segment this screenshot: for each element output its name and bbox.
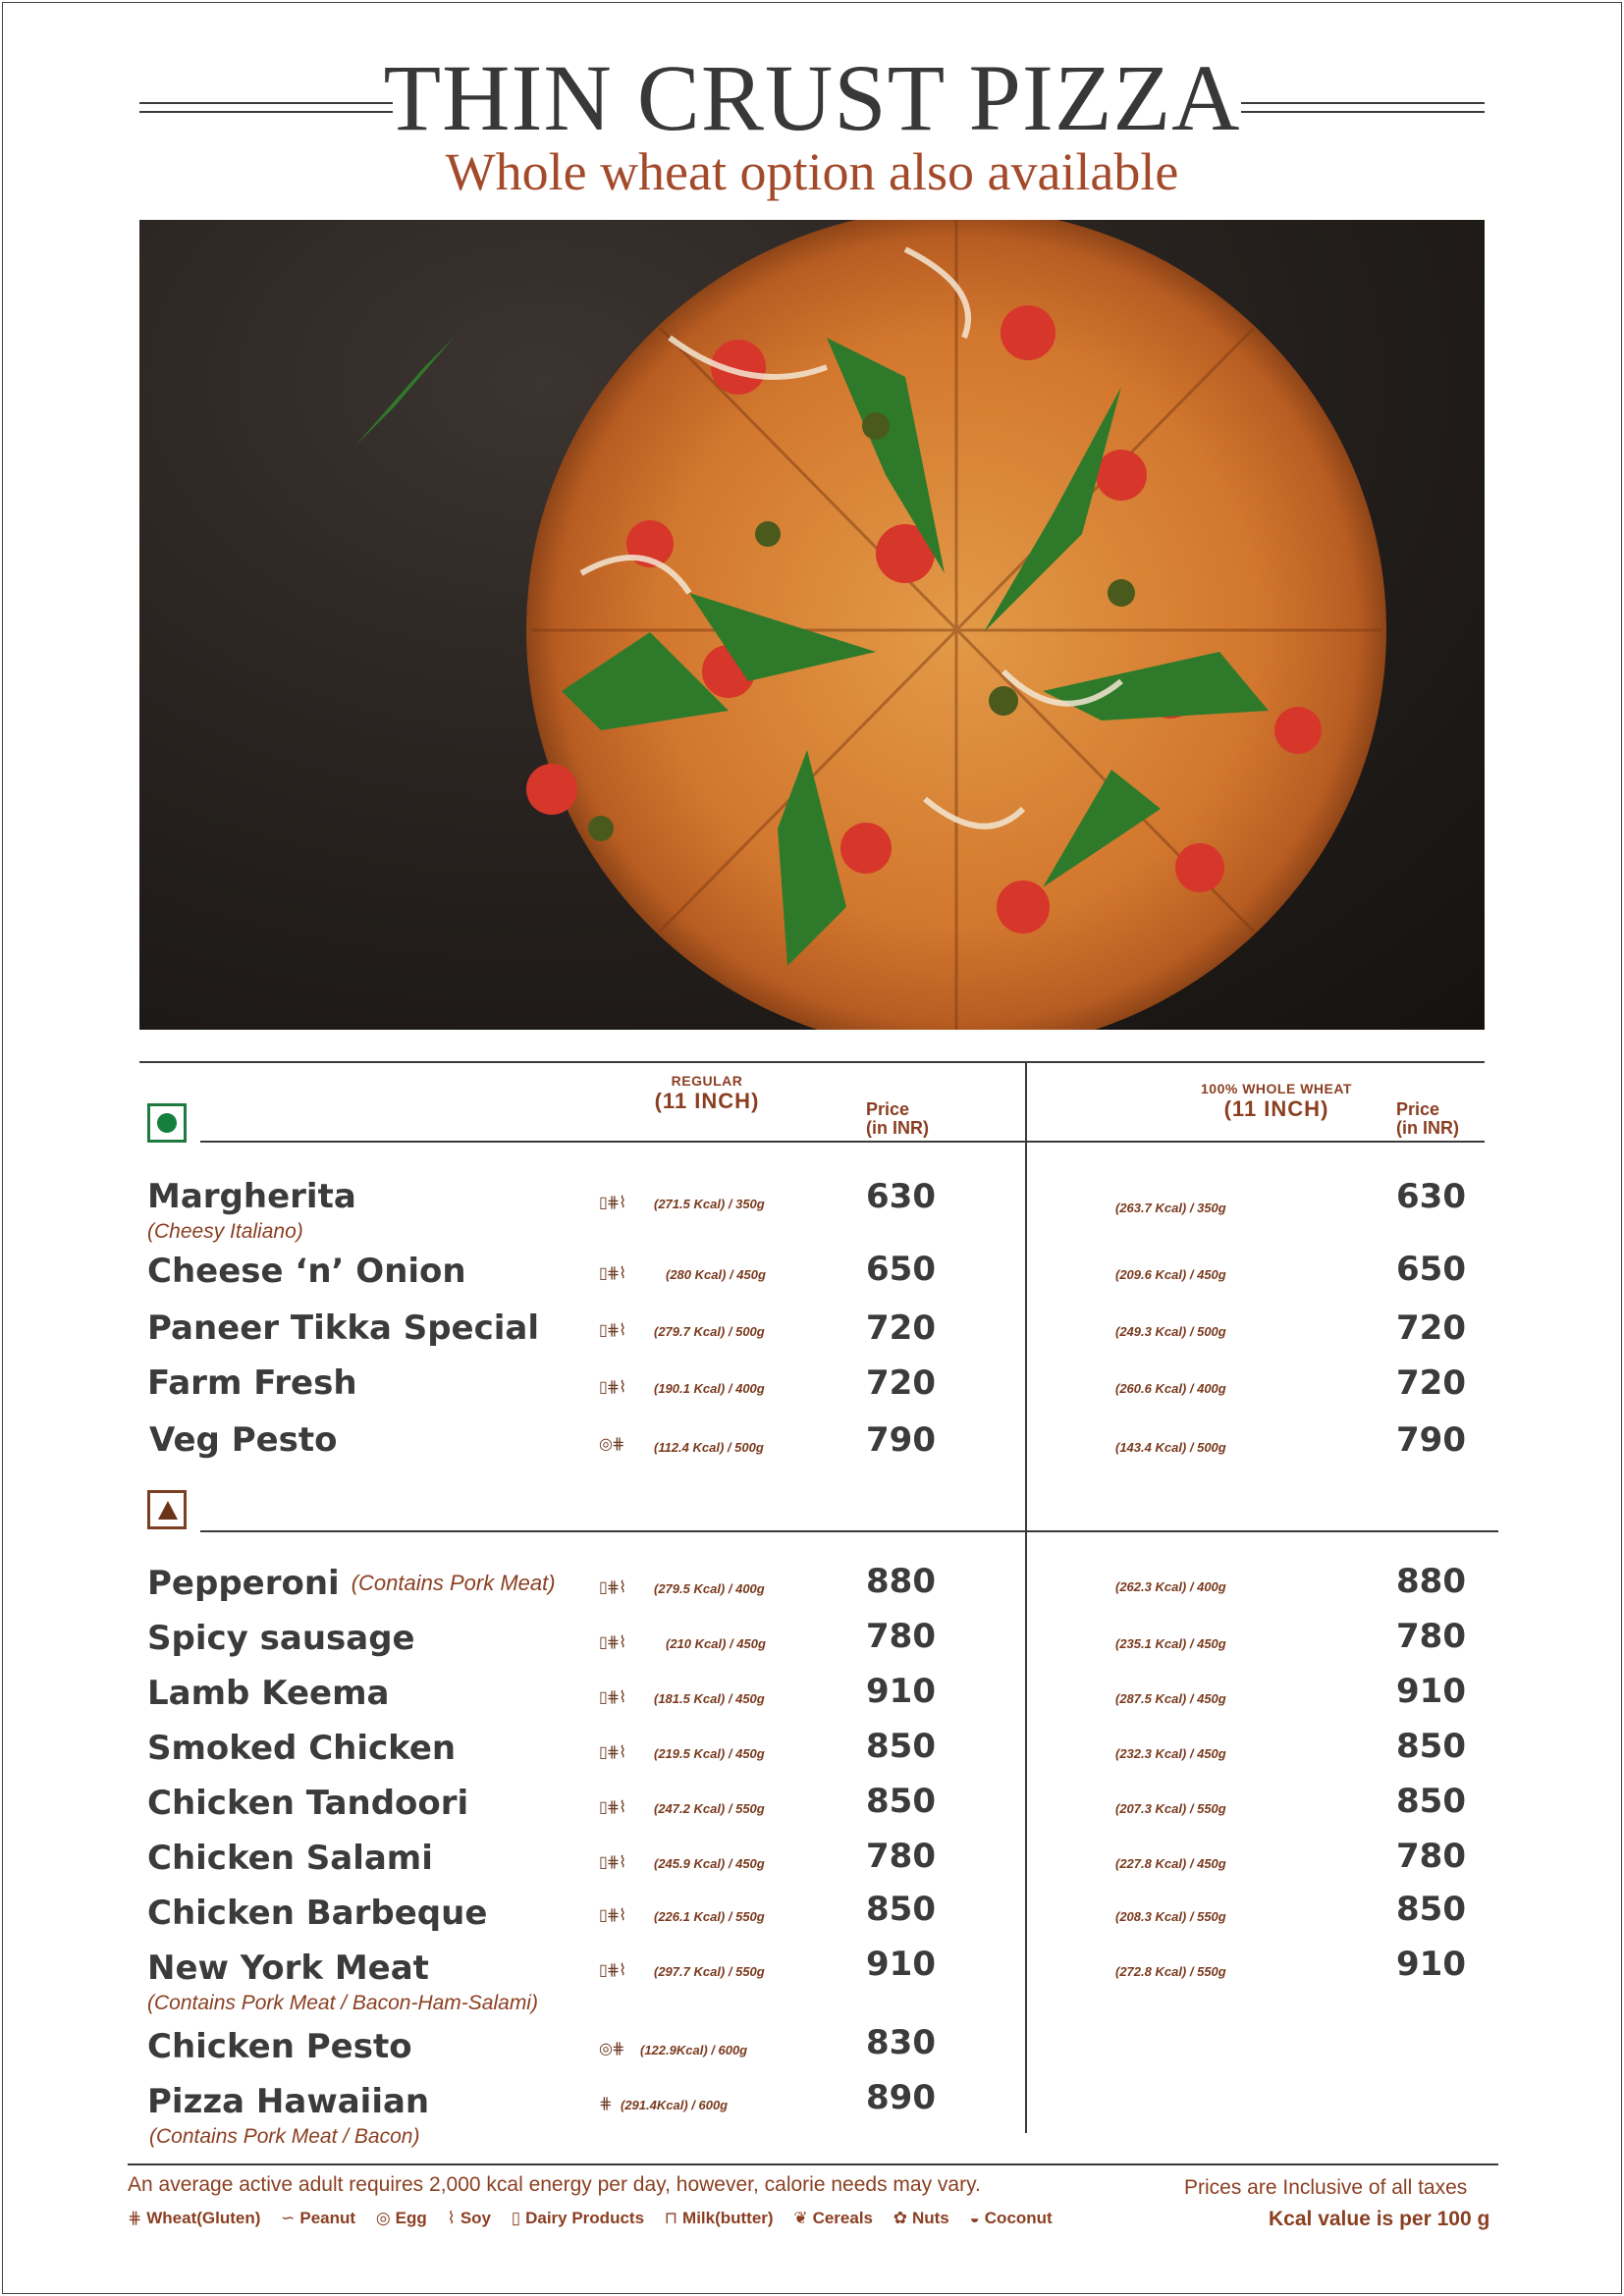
item-kcal: (190.1 Kcal) / 400g (654, 1381, 765, 1396)
calorie-disclaimer: An average active adult requires 2,000 kcal energy per day, however, calorie needs may vary. (128, 2173, 981, 2196)
legend-label: Egg (395, 2209, 427, 2227)
wheat-kcal: (207.3 Kcal) / 550g (1115, 1801, 1226, 1816)
regular-column-header (609, 1073, 805, 1113)
item-kcal: (210 Kcal) / 450g (666, 1636, 766, 1651)
item-name: Chicken Pesto (147, 2027, 412, 2066)
legend-peanut (281, 2209, 355, 2227)
legend-nuts (893, 2209, 949, 2227)
item-kcal: (219.5 Kcal) / 450g (654, 1746, 765, 1761)
item-price: 790 (866, 1420, 936, 1460)
allergen-icons: ▯⋕⌇ (599, 1579, 626, 1596)
item-name (147, 1564, 556, 1603)
legend-coconut (970, 2209, 1053, 2227)
item-price: 830 (866, 2023, 936, 2062)
menu-item (0, 1727, 1624, 1771)
wheat-price: 720 (1396, 1308, 1466, 1348)
wheat-size: (11 INCH) (1223, 1096, 1329, 1122)
item-note: (Contains Pork Meat / Bacon-Ham-Salami) (147, 1992, 538, 2014)
legend-egg (376, 2209, 427, 2227)
legend-soy (448, 2209, 492, 2227)
item-kcal: (280 Kcal) / 450g (666, 1267, 766, 1282)
wheat-kcal: (262.3 Kcal) / 400g (1115, 1579, 1226, 1594)
wheat-kcal: (249.3 Kcal) / 500g (1115, 1324, 1226, 1339)
regular-label: REGULAR (671, 1073, 743, 1089)
footer-rule (128, 2163, 1498, 2165)
price-unit-label: (in INR) (866, 1117, 929, 1138)
item-kcal: (122.9Kcal) / 600g (640, 2043, 748, 2057)
wheat-price: 910 (1396, 1672, 1466, 1711)
wheat-kcal: (235.1 Kcal) / 450g (1115, 1636, 1226, 1651)
item-price: 630 (866, 1177, 936, 1216)
menu-item (0, 1308, 1624, 1351)
item-kcal: (245.9 Kcal) / 450g (654, 1856, 765, 1871)
item-name: Lamb Keema (147, 1674, 390, 1713)
item-kcal: (297.7 Kcal) / 550g (654, 1964, 765, 1979)
menu-item (0, 1177, 1624, 1243)
menu-item (0, 1363, 1624, 1406)
item-kcal: (279.5 Kcal) / 400g (654, 1581, 765, 1596)
allergen-icons: ▯⋕⌇ (599, 1634, 626, 1651)
wheat-kcal: (263.7 Kcal) / 350g (1115, 1201, 1226, 1215)
nonveg-section-rule (200, 1530, 1498, 1532)
legend-label: Milk(butter) (682, 2209, 774, 2227)
item-price: 850 (866, 1727, 936, 1766)
item-kcal: (291.4Kcal) / 600g (621, 2098, 729, 2112)
legend-label: Wheat(Gluten) (146, 2209, 261, 2227)
item-name: Margherita (147, 1177, 356, 1216)
item-name: Smoked Chicken (147, 1729, 457, 1768)
menu-item (0, 1890, 1624, 1936)
menu-item (0, 2078, 1624, 2148)
wheat-column-header (1159, 1081, 1394, 1121)
item-price: 780 (866, 1837, 936, 1876)
item-note: (Cheesy Italiano) (147, 1220, 303, 1243)
regular-price-header (866, 1100, 929, 1138)
menu-item (0, 1837, 1624, 1881)
allergen-icons: ▯⋕⌇ (599, 1744, 626, 1761)
kcal-basis-note: Kcal value is per 100 g (1269, 2208, 1490, 2230)
allergen-icons: ▯⋕⌇ (599, 1195, 626, 1211)
allergen-icons: ⋕ (599, 2096, 612, 2112)
item-note: (Contains Pork Meat / Bacon) (149, 2125, 420, 2148)
allergen-legend (128, 2209, 1068, 2228)
item-price: 850 (866, 1782, 936, 1821)
price-label: Price (866, 1099, 910, 1119)
wheat-price: 850 (1396, 1782, 1466, 1821)
item-price: 780 (866, 1617, 936, 1656)
item-name: Chicken Salami (147, 1839, 433, 1878)
allergen-icons: ▯⋕⌇ (599, 1265, 626, 1282)
wheat-price: 880 (1396, 1562, 1466, 1601)
item-kcal: (226.1 Kcal) / 550g (654, 1909, 765, 1924)
item-price: 880 (866, 1562, 936, 1601)
regular-size: (11 INCH) (654, 1089, 760, 1114)
item-name: Pizza Hawaiian (147, 2082, 430, 2121)
nonveg-symbol (147, 1490, 187, 1529)
milk-butter-icon: ⊓ (664, 2209, 678, 2227)
item-kcal: (279.7 Kcal) / 500g (654, 1324, 765, 1339)
item-kcal: (112.4 Kcal) / 500g (654, 1440, 764, 1455)
item-kcal: (247.2 Kcal) / 550g (654, 1801, 765, 1816)
wheat-price: 780 (1396, 1617, 1466, 1656)
item-name: Paneer Tikka Special (147, 1308, 540, 1348)
coconut-icon: ◒ (969, 2209, 980, 2227)
wheat-price: 850 (1396, 1890, 1466, 1929)
item-kcal: (181.5 Kcal) / 450g (654, 1691, 765, 1706)
allergen-icons: ▯⋕⌇ (599, 1379, 626, 1396)
menu-item (0, 1672, 1624, 1716)
veg-section-rule (200, 1141, 1485, 1143)
wheat-kcal: (227.8 Kcal) / 450g (1115, 1856, 1226, 1871)
wheat-price: 780 (1396, 1837, 1466, 1876)
pizza-photo (139, 220, 1485, 1030)
menu-item (0, 1562, 1624, 1606)
tax-note: Prices are Inclusive of all taxes (1184, 2176, 1468, 2199)
legend-dairy (512, 2209, 644, 2227)
legend-label: Dairy Products (525, 2209, 645, 2227)
legend-wheat (128, 2209, 260, 2227)
wheat-kcal: (287.5 Kcal) / 450g (1115, 1691, 1226, 1706)
item-price: 910 (866, 1672, 936, 1711)
wheat-kcal: (272.8 Kcal) / 550g (1115, 1964, 1226, 1979)
menu-item (0, 1782, 1624, 1826)
item-name: Chicken Tandoori (147, 1784, 469, 1823)
item-name-text: Pepperoni (147, 1564, 340, 1603)
item-price: 890 (866, 2078, 936, 2117)
wheat-kcal: (209.6 Kcal) / 450g (1115, 1267, 1226, 1282)
item-name: Veg Pesto (149, 1420, 338, 1460)
item-price: 850 (866, 1890, 936, 1929)
item-price: 720 (866, 1308, 936, 1348)
wheat-price: 790 (1396, 1420, 1466, 1460)
allergen-icons: ▯⋕⌇ (599, 1854, 626, 1871)
item-inline-note: (Contains Pork Meat) (351, 1571, 556, 1595)
item-price: 650 (866, 1250, 936, 1289)
page-title: THIN CRUST PIZZA (383, 45, 1241, 150)
price-unit-label: (in INR) (1396, 1117, 1459, 1138)
allergen-icons: ▯⋕⌇ (599, 1322, 626, 1339)
cereals-icon: ❦ (793, 2209, 808, 2227)
egg-icon: ◎ (375, 2209, 391, 2227)
menu-item (0, 1617, 1624, 1661)
veg-symbol (147, 1103, 187, 1143)
item-name: Farm Fresh (147, 1363, 357, 1403)
dairy-icon: ▯ (511, 2209, 521, 2227)
menu-item (0, 2023, 1624, 2069)
wheat-price-header (1396, 1100, 1459, 1138)
nuts-icon: ✿ (893, 2209, 907, 2227)
menu-item (0, 1945, 1624, 2014)
item-name: New York Meat (147, 1949, 429, 1988)
legend-label: Nuts (911, 2209, 949, 2227)
allergen-icons: ◎⋕ (599, 2041, 624, 2057)
legend-label: Peanut (299, 2209, 356, 2227)
legend-cereals (793, 2209, 873, 2227)
allergen-icons: ▯⋕⌇ (599, 1799, 626, 1816)
item-name: Spicy sausage (147, 1619, 415, 1658)
price-label: Price (1396, 1099, 1440, 1119)
wheat-price: 630 (1396, 1177, 1466, 1216)
legend-label: Cereals (812, 2209, 873, 2227)
menu-item (0, 1250, 1624, 1294)
wheat-price: 910 (1396, 1945, 1466, 1984)
legend-label: Soy (460, 2209, 491, 2227)
wheat-label: 100% WHOLE WHEAT (1201, 1081, 1352, 1096)
item-name: Chicken Barbeque (147, 1894, 488, 1933)
peanut-icon: ∽ (281, 2209, 296, 2227)
wheat-price: 650 (1396, 1250, 1466, 1289)
item-kcal: (271.5 Kcal) / 350g (654, 1197, 765, 1211)
table-top-rule (139, 1061, 1485, 1063)
wheat-price: 850 (1396, 1727, 1466, 1766)
item-price: 910 (866, 1945, 936, 1984)
allergen-icons: ▯⋕⌇ (599, 1962, 626, 1979)
allergen-icons: ▯⋕⌇ (599, 1907, 626, 1924)
wheat-price: 720 (1396, 1363, 1466, 1403)
item-price: 720 (866, 1363, 936, 1403)
wheat-kcal: (143.4 Kcal) / 500g (1115, 1440, 1226, 1455)
allergen-icons: ◎⋕ (599, 1436, 624, 1453)
soy-icon: ⌇ (447, 2209, 456, 2227)
page-subtitle: Whole wheat option also available (445, 142, 1179, 201)
wheat-kcal: (260.6 Kcal) / 400g (1115, 1381, 1226, 1396)
wheat-icon: ⋕ (128, 2209, 142, 2227)
item-name: Cheese ‘n’ Onion (147, 1252, 466, 1291)
wheat-kcal: (208.3 Kcal) / 550g (1115, 1909, 1226, 1924)
legend-label: Coconut (984, 2209, 1053, 2227)
allergen-icons: ▯⋕⌇ (599, 1689, 626, 1706)
menu-item (0, 1420, 1624, 1463)
wheat-kcal: (232.3 Kcal) / 450g (1115, 1746, 1226, 1761)
legend-milk-butter (665, 2209, 774, 2227)
